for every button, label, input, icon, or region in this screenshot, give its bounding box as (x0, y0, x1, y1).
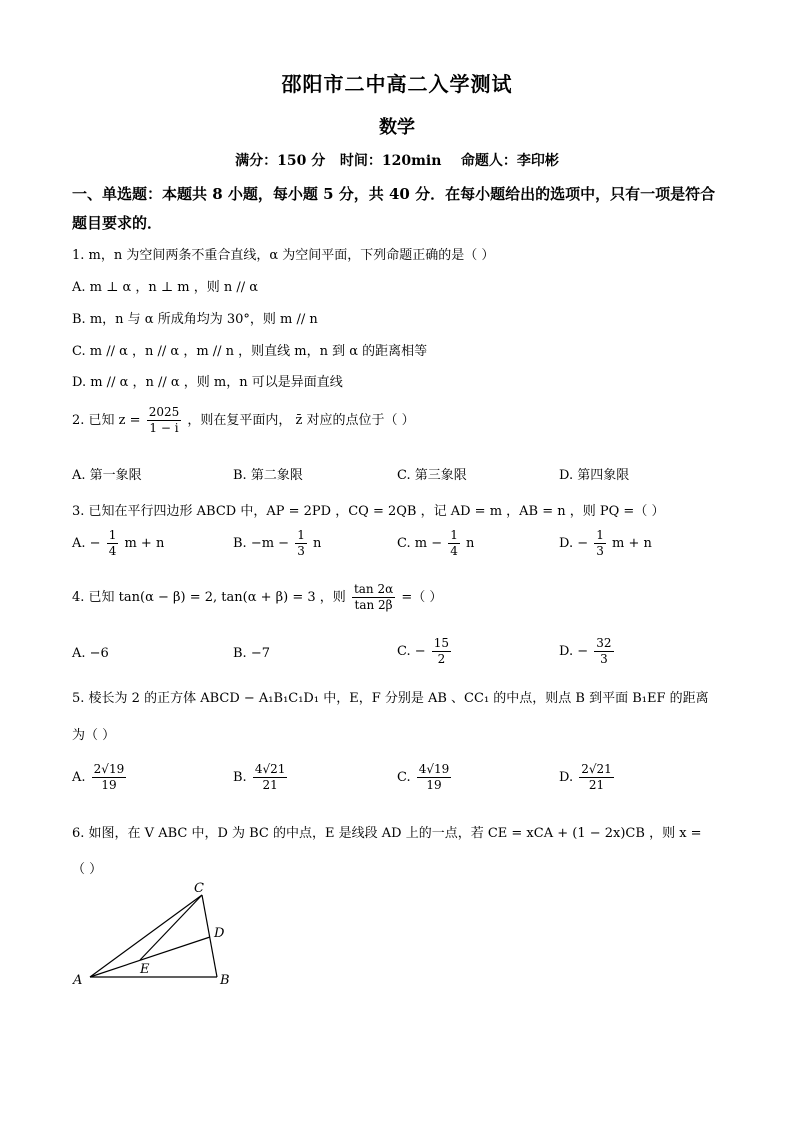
fraction-numerator: 1 (596, 528, 604, 542)
fraction-denominator: 3 (596, 544, 604, 558)
option-prefix: D. − (559, 644, 589, 659)
fraction-numerator: 4√19 (418, 762, 450, 776)
fraction-denominator: 19 (101, 778, 117, 792)
question-1-stem: 1. m，n 为空间两条不重合直线，α 为空间平面，下列命题正确的是（ ） (72, 248, 495, 263)
fraction-numerator: 1 (297, 528, 305, 542)
question-2-option-b: B. 第二象限 (233, 468, 303, 483)
fraction-numerator: 1 (450, 528, 458, 542)
fraction-denominator: 21 (262, 778, 278, 792)
option-fraction (107, 528, 119, 559)
question-6-stem-line1: 6. 如图，在 V ABC 中，D 为 BC 的中点，E 是线段 AD 上的一点，若 CE = xCA + (1 − 2x)CB ，则 x = (72, 826, 702, 841)
question-4-option-d (559, 636, 616, 667)
question-4-option-a: A. −6 (72, 646, 109, 661)
fraction-numerator: 32 (596, 636, 612, 650)
label-a: A (73, 973, 83, 988)
option-prefix: A. − (72, 536, 101, 551)
question-1-option-b: B. m，n 与 α 所成角均为 30°，则 m // n (72, 312, 318, 327)
option-fraction (448, 528, 460, 559)
question-4-fraction (352, 582, 395, 613)
fraction-denominator: 4 (450, 544, 458, 558)
fraction-numerator: 2√19 (93, 762, 125, 776)
option-suffix: n (466, 536, 475, 551)
option-prefix: C. (397, 770, 411, 785)
question-3-option-a (72, 528, 164, 559)
option-fraction (92, 762, 127, 793)
fraction-denominator: 4 (108, 544, 117, 558)
question-5-option-b (233, 762, 289, 793)
question-5-stem-line1: 5. 棱长为 2 的正方体 ABCD − A₁B₁C₁D₁ 中，E，F 分别是 AB 、CC₁ 的中点，则点 B 到平面 B₁EF 的距离 (72, 691, 709, 706)
question-3-stem: 3. 已知在平行四边形 ABCD 中，AP = 2PD ，CQ = 2QB ，记 AD = m ，AB = n ，则 PQ =（ ） (72, 504, 665, 519)
fraction-numerator: 4√21 (254, 762, 286, 776)
fraction-numerator: 15 (433, 636, 450, 650)
fraction-denominator: tan 2β (354, 598, 393, 612)
fraction-denominator: 1 − i (149, 421, 179, 435)
fraction-denominator: 2 (437, 652, 446, 666)
option-suffix: n (312, 536, 322, 551)
question-3-option-b (233, 528, 321, 559)
subject-title: 数学 (379, 117, 415, 138)
exam-meta: 满分：150 分 时间：120min 命题人：李印彬 (235, 153, 559, 169)
segment-ad (90, 937, 210, 977)
fraction-denominator: 19 (426, 778, 442, 792)
question-2-fraction (147, 405, 182, 436)
fraction-numerator: tan 2α (353, 582, 394, 596)
question-4-option-b: B. −7 (233, 646, 270, 661)
question-5-stem-line2: 为（ ） (72, 728, 116, 743)
question-4-prefix: 4. 已知 tan(α − β) = 2, tan(α + β) = 3 ，则 (72, 590, 346, 605)
section-heading: 一、单选题：本题共 8 小题，每小题 5 分，共 40 分．在每小题给出的选项中，只有一项是符合题目要求的． (72, 185, 716, 232)
option-fraction (432, 636, 451, 667)
label-b: B (220, 973, 230, 988)
fraction-denominator: 3 (600, 652, 608, 666)
option-fraction (417, 762, 452, 793)
question-5-option-c (397, 762, 453, 793)
option-prefix: B. −m − (233, 536, 290, 551)
question-5-option-d (559, 762, 616, 793)
question-4-suffix: =（ ） (401, 590, 443, 605)
label-d: D (214, 926, 225, 941)
option-fraction (253, 762, 288, 793)
option-prefix: B. (233, 770, 247, 785)
triangle-figure (70, 880, 240, 995)
option-prefix: D. − (559, 536, 589, 551)
option-fraction (594, 528, 606, 559)
question-2-option-c: C. 第三象限 (397, 468, 467, 483)
question-2-option-d: D. 第四象限 (559, 468, 630, 483)
exam-title: 邵阳市二中高二入学测试 (281, 72, 513, 96)
option-suffix: m + n (124, 536, 165, 551)
fraction-denominator: 3 (297, 544, 305, 558)
option-prefix: C. m − (397, 536, 443, 551)
question-4-option-c (397, 636, 453, 667)
option-prefix: D. (559, 770, 574, 785)
question-1-option-c: C. m // α ，n // α ，m // n ，则直线 m，n 到 α 的距离相等 (72, 344, 428, 359)
question-6-stem-line2: （ ） (72, 862, 103, 877)
label-c: C (194, 881, 204, 896)
question-2-suffix: ，则在复平面内， z̄ 对应的点位于（ ） (187, 413, 415, 428)
question-1-option-a: A. m ⊥ α ，n ⊥ m ，则 n // α (72, 280, 259, 295)
option-fraction (579, 762, 614, 793)
label-e: E (140, 962, 150, 977)
question-2-option-a: A. 第一象限 (72, 468, 142, 483)
question-5-option-a (72, 762, 128, 793)
question-4-stem (72, 582, 732, 613)
question-1-option-d: D. m // α ，n // α ，则 m，n 可以是异面直线 (72, 375, 343, 390)
fraction-denominator: 21 (588, 778, 605, 792)
option-fraction (594, 636, 613, 667)
question-2-prefix: 2. 已知 z = (72, 413, 141, 428)
fraction-numerator: 2√21 (581, 762, 612, 776)
question-3-option-d (559, 528, 652, 559)
option-fraction (295, 528, 307, 559)
fraction-numerator: 2025 (148, 405, 180, 419)
option-prefix: A. (72, 770, 86, 785)
fraction-numerator: 1 (108, 528, 117, 542)
option-suffix: m + n (612, 536, 652, 551)
question-3-option-c (397, 528, 474, 559)
question-2-stem (72, 405, 732, 436)
option-prefix: C. − (397, 644, 426, 659)
